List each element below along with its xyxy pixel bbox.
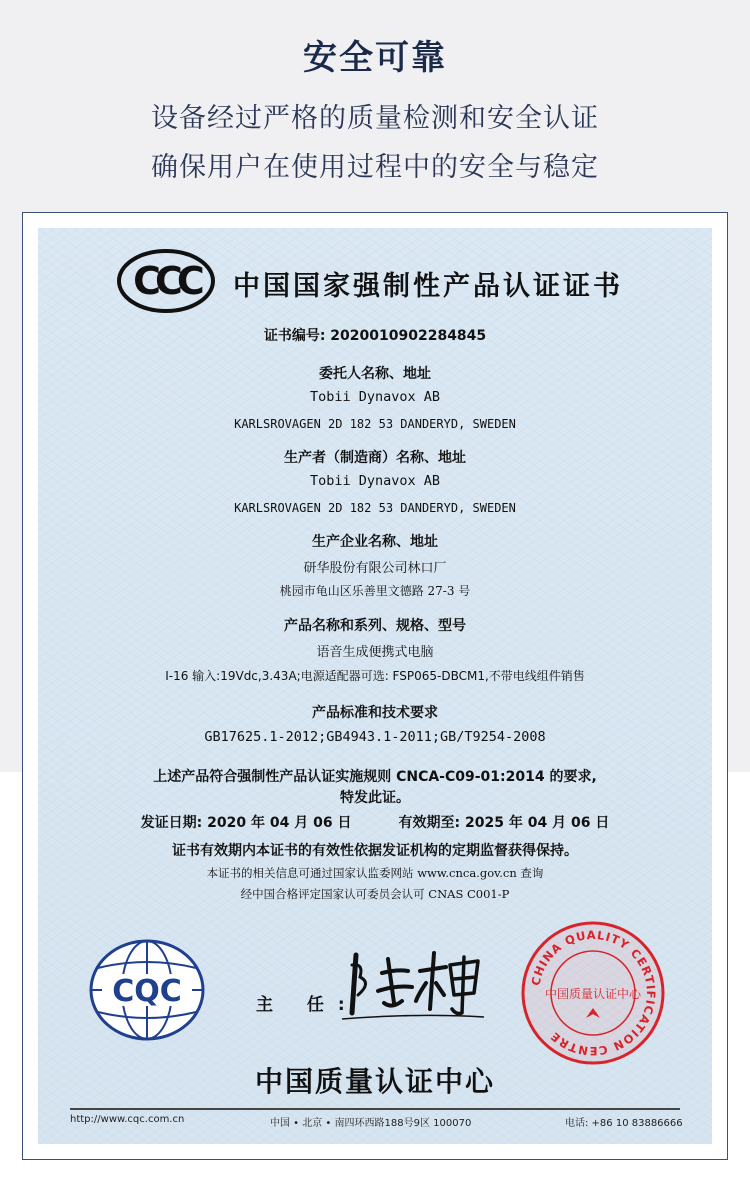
issuer-name: 中国质量认证中心 — [254, 1065, 495, 1098]
factory-address: 桃园市龟山区乐善里文德路 27-3 号 — [279, 584, 471, 598]
product-name: 语音生成便携式电脑 — [316, 645, 434, 660]
footer-url: http://www.cqc.com.cn — [70, 1114, 185, 1125]
stamp-inner-text: 中国质量认证中心 — [544, 987, 642, 1001]
hero-subtitle-1: 设备经过严格的质量检测和安全认证 — [151, 103, 599, 134]
accreditation-note: 经中国合格评定国家认可委员会认可 CNAS C001-P — [240, 887, 510, 901]
factory-name: 研华股份有限公司林口厂 — [303, 561, 447, 576]
certificate-paper — [38, 228, 712, 1144]
certificate-title: 中国国家强制性产品认证证书 — [233, 271, 623, 302]
compliance-line-2: 特发此证。 — [340, 790, 410, 806]
issue-date: 发证日期: 2020 年 04 月 06 日 — [140, 815, 352, 831]
compliance-line-1: 上述产品符合强制性产品认证实施规则 CNCA-C09-01:2014 的要求, — [153, 769, 597, 785]
ccc-logo-icon — [116, 248, 216, 314]
standard-text: GB17625.1-2012;GB4943.1-2011;GB/T9254-2008 — [204, 729, 546, 745]
cqc-logo-text: CQC — [112, 974, 182, 1009]
hero-title: 安全可靠 — [303, 38, 447, 78]
standard-heading: 产品标准和技术要求 — [312, 705, 438, 721]
certificate-number: 证书编号: 2020010902284845 — [263, 328, 487, 344]
footer-divider — [70, 1108, 680, 1110]
product-model: I-16 输入:19Vdc,3.43A;电源适配器可选: FSP065-DBCM1,不带电线组件销售 — [165, 669, 585, 683]
certificate-frame — [22, 212, 728, 1160]
info-note: 本证书的相关信息可通过国家认监委网站 www.cnca.gov.cn 查询 — [206, 866, 544, 880]
footer-address: 中国 • 北京 • 南四环西路188号9区 100070 — [270, 1118, 472, 1129]
maker-name: Tobii Dynavox AB — [309, 473, 441, 489]
red-seal-stamp — [518, 918, 668, 1068]
cqc-globe-logo-icon — [88, 938, 206, 1042]
factory-heading: 生产企业名称、地址 — [312, 534, 438, 550]
stamp-ring-text: CHINA QUALITY CERTIFICATION CENTRE — [528, 927, 659, 1059]
client-address: KARLSROVAGEN 2D 182 53 DANDERYD, SWEDEN — [234, 417, 516, 431]
validity-note: 证书有效期内本证书的有效性依据发证机构的定期监督获得保持。 — [172, 843, 578, 859]
hero-section — [0, 0, 750, 210]
director-signature — [338, 943, 488, 1023]
ccc-logo-text: CCC — [133, 259, 199, 303]
product-heading: 产品名称和系列、规格、型号 — [284, 618, 466, 634]
footer-phone: 电话: +86 10 83886666 — [565, 1118, 683, 1129]
maker-address: KARLSROVAGEN 2D 182 53 DANDERYD, SWEDEN — [234, 501, 516, 515]
maker-heading: 生产者（制造商）名称、地址 — [284, 450, 466, 466]
expiry-date: 有效期至: 2025 年 04 月 06 日 — [398, 815, 610, 831]
hero-subtitle-2: 确保用户在使用过程中的安全与稳定 — [151, 152, 599, 183]
client-heading: 委托人名称、地址 — [319, 366, 431, 382]
client-name: Tobii Dynavox AB — [309, 389, 441, 405]
date-row — [38, 812, 712, 832]
director-label: 主 任: — [256, 995, 359, 1015]
